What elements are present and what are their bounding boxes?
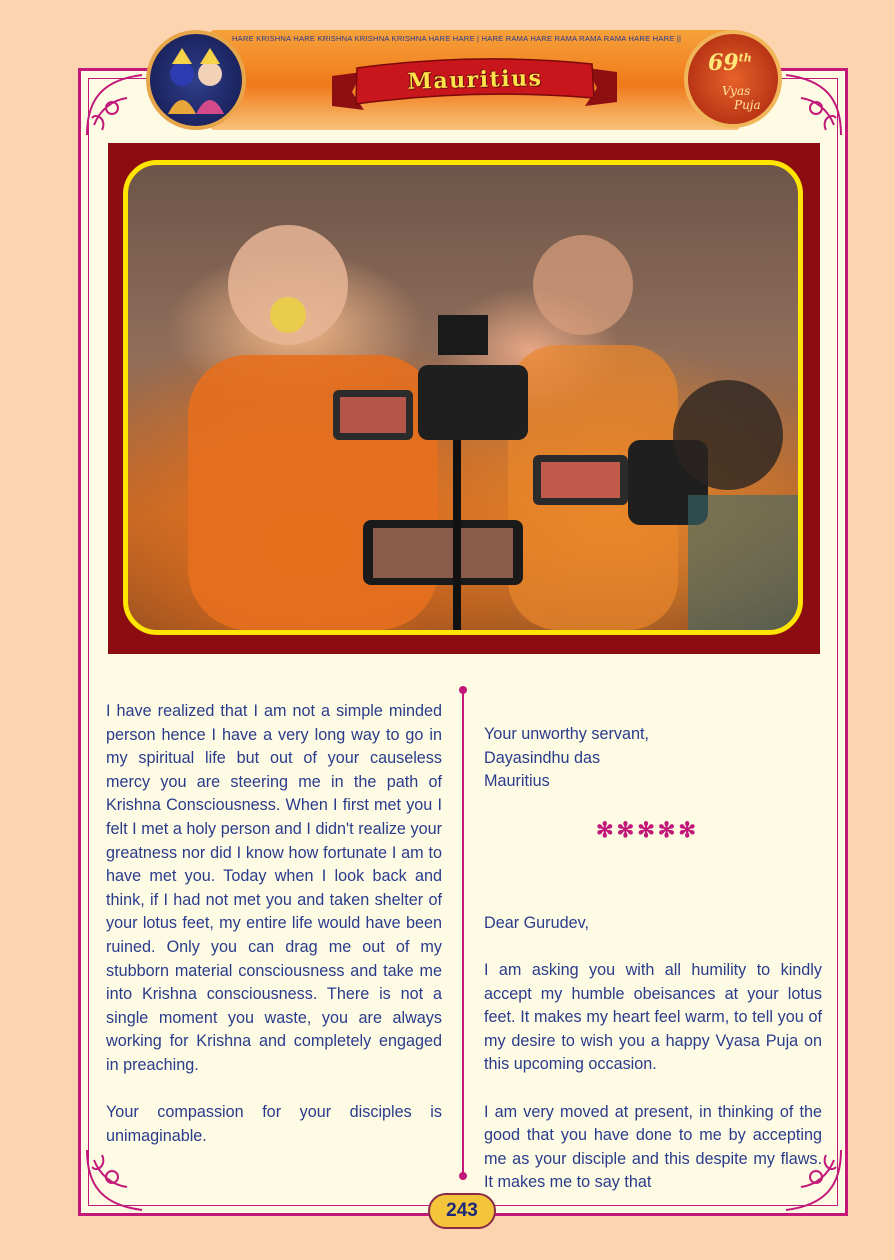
column-divider xyxy=(462,690,464,1176)
left-paragraph-2: Your compassion for your disciples is unimaginable. xyxy=(106,1103,442,1145)
deity-medallion xyxy=(146,30,246,130)
camera-scene xyxy=(128,165,798,630)
badge-line-2: Puja xyxy=(734,98,761,112)
divider-dot-top xyxy=(459,686,467,694)
signature-location: Mauritius xyxy=(484,772,550,791)
corner-ornament-bottom-left xyxy=(82,1145,152,1215)
corner-ornament-top-left xyxy=(82,70,152,140)
left-column xyxy=(106,700,442,1148)
mantra-text: HARE KRISHNA HARE KRISHNA KRISHNA KRISHNA HARE HARE | HARE RAMA HARE RAMA RAMA RAMA HARE HARE || xyxy=(232,34,682,43)
badge-line-1: Vyas xyxy=(722,84,751,98)
left-paragraph-1: I have realized that I am not a simple minded person hence I have a very long way to go in my spiritual life but out of your causeless mercy you are steering me in the path of Krishna Consciousness. When I first met you I felt I met a holy person and I didn't realize your greatness nor did I know how fortunate I am to have met you. Today when I look back and think, if I had not met you and taken shelter of your lotus feet, my entire life would have been ruined. Only you can drag me out of my stubborn material consciousness and take me into Krishna consciousness. There is not a single moment you waste, you are always working for Krishna and completely engaged in preaching. xyxy=(106,702,442,1074)
divider-dot-bottom xyxy=(459,1172,467,1180)
right-column xyxy=(484,723,822,1195)
right-paragraph-2: I am very moved at present, in thinking of the good that you have done to me by accepting me as your disciple and this despite my flaws. It makes me to say that xyxy=(484,1102,822,1192)
signature-closing: Your unworthy servant, xyxy=(484,725,649,743)
photo-frame xyxy=(108,143,820,654)
page-number: 243 xyxy=(446,1200,478,1221)
corner-ornament-top-right xyxy=(776,70,846,140)
separator-stars: ✻✻✻✻✻ xyxy=(596,819,699,842)
section-title: Mauritius xyxy=(407,65,543,95)
kirtan-photo xyxy=(123,160,803,635)
vyas-puja-badge xyxy=(684,30,782,128)
right-paragraph-1: I am asking you with all humility to kindly accept my humble obeisances at your lotus feet. It makes my heart feel warm, to tell you of my desire to wish you a happy Vyasa Puja on this upcoming occasion. xyxy=(484,960,822,1074)
badge-number: 69th xyxy=(708,50,752,76)
signature-name: Dayasindhu das xyxy=(484,748,601,767)
salutation: Dear Gurudev, xyxy=(484,913,589,932)
page-number-badge xyxy=(428,1193,496,1229)
